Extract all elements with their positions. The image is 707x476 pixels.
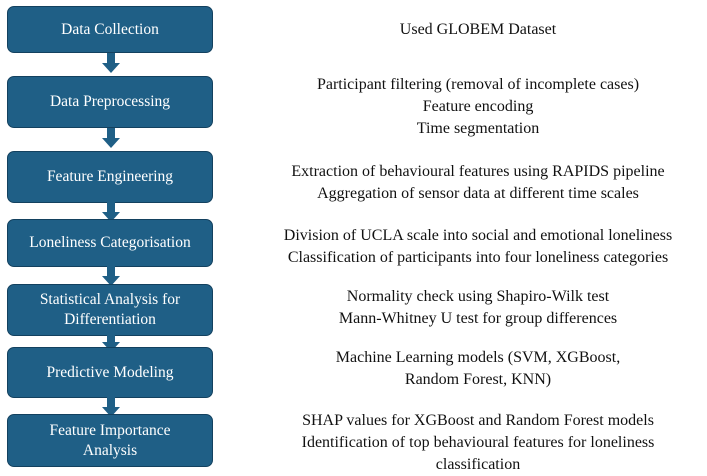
description-line: Division of UCLA scale into social and emotional loneliness — [283, 227, 673, 244]
stage-description-feature-importance — [258, 410, 698, 476]
description-line: Mann-Whitney U test for group differences — [338, 310, 618, 327]
stage-label: Feature Engineering — [46, 168, 174, 185]
description-line: Normality check using Shapiro-Wilk test — [346, 288, 610, 305]
stage-box-feature-engineering — [7, 151, 213, 203]
flow-arrow-icon — [102, 266, 120, 286]
description-line: Machine Learning models (SVM, XGBoost, — [335, 349, 621, 366]
stage-label-line: Differentiation — [64, 311, 156, 328]
stage-description-data-collection — [258, 19, 698, 41]
stage-description-predictive-modeling — [258, 347, 698, 391]
stage-label-line: Feature Importance — [49, 421, 171, 439]
stage-description-loneliness-categorisation — [258, 225, 698, 269]
stage-label: Data Collection — [61, 20, 159, 38]
stage-box-data-preprocessing — [7, 76, 213, 128]
stage-label-line: Statistical Analysis for — [39, 291, 181, 308]
description-line: Extraction of behavioural features using RAPIDS pipeline — [291, 163, 665, 180]
flow-arrow-icon — [102, 128, 120, 148]
stage-label: Data Preprocessing — [49, 93, 171, 110]
description-line: SHAP values for XGBoost and Random Forest models — [302, 412, 654, 429]
stage-box-feature-importance — [7, 414, 213, 467]
description-line: classification — [435, 456, 521, 473]
flow-arrow-icon — [102, 53, 120, 73]
stage-description-statistical-analysis — [258, 286, 698, 330]
stage-box-data-collection — [7, 6, 213, 53]
description-line: Used GLOBEM Dataset — [399, 21, 557, 38]
description-line: Feature encoding — [422, 98, 534, 115]
description-line: Aggregation of sensor data at different time scales — [317, 185, 639, 202]
stage-label: Loneliness Categorisation — [29, 234, 191, 251]
description-line: Participant filtering (removal of incomplete cases) — [316, 76, 640, 93]
stage-box-loneliness-categorisation — [7, 219, 213, 267]
stage-box-predictive-modeling — [7, 347, 213, 398]
description-line: Time segmentation — [416, 120, 540, 137]
stage-label: Predictive Modeling — [46, 363, 174, 381]
stage-label-line: Analysis — [82, 441, 138, 459]
description-line: Identification of top behavioural features for loneliness — [301, 434, 655, 451]
description-line: Random Forest, KNN) — [404, 371, 552, 388]
stage-description-data-preprocessing — [258, 74, 698, 140]
stage-box-statistical-analysis — [7, 284, 213, 336]
description-line: Classification of participants into four loneliness categories — [287, 249, 669, 266]
stage-description-feature-engineering — [258, 161, 698, 205]
